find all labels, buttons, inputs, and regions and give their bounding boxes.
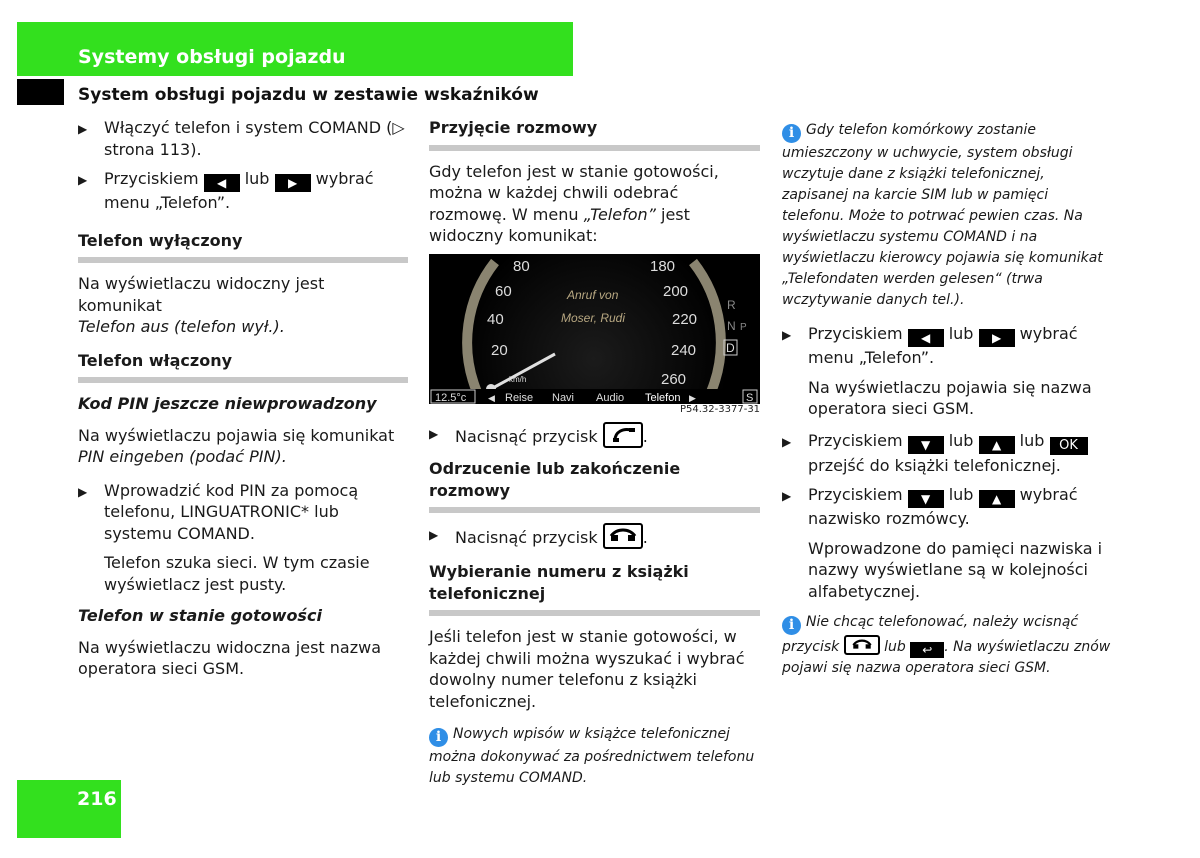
heading-underline xyxy=(78,377,408,383)
list-item xyxy=(429,422,760,448)
paragraph: Jeśli telefon jest w stanie gotowości, w każdej chwili można wyszukać i wybrać dowolny numer telefonu z książki telefonicznej. xyxy=(429,627,745,711)
page-subtitle: System obsługi pojazdu w zestawie wskaźników xyxy=(78,85,539,105)
call-label: Anruf von xyxy=(567,288,619,302)
dial-tick-label: 60 xyxy=(495,283,512,300)
list-item-text: lub xyxy=(948,324,974,343)
arrow-up-key-icon: ▲ xyxy=(979,436,1015,454)
bullet-icon: ▶ xyxy=(78,173,88,187)
list-item-text: przejść do książki telefonicznej. xyxy=(808,455,1061,475)
dial-tick-label: 180 xyxy=(650,258,676,275)
instrument-cluster-image xyxy=(429,254,760,404)
paragraph-text: jest widoczny komunikat: xyxy=(429,204,690,245)
page-number: 216 xyxy=(77,788,117,810)
heading-pin: Kod PIN jeszcze niewprowadzony xyxy=(78,394,377,413)
list-item-text: lub xyxy=(948,485,974,504)
dial-tick-label: 40 xyxy=(487,311,504,328)
arrow-left-key-icon: ◀ xyxy=(204,174,240,192)
list-item-note: Telefon szuka sieci. W tym czasie wyświetlacz jest pusty. xyxy=(104,553,370,594)
dial-tick-label: 260 xyxy=(661,371,687,388)
heading-underline xyxy=(429,507,760,513)
bullet-icon: ▶ xyxy=(429,528,439,542)
bullet-icon: ▶ xyxy=(782,328,792,342)
bullet-icon: ▶ xyxy=(782,434,792,449)
gear-letter: P xyxy=(740,322,747,333)
image-caption: P54.32-3377-31 xyxy=(680,404,761,415)
heading-ready: Telefon w stanie gotowości xyxy=(78,606,322,625)
paragraph xyxy=(78,273,408,338)
paragraph-text: Telefon aus (telefon wył.). xyxy=(78,317,285,336)
info-note xyxy=(782,612,1112,679)
paragraph: Na wyświetlaczu widoczna jest nazwa operatora sieci GSM. xyxy=(78,637,381,678)
list-item-text: Włączyć telefon i system COMAND (▷ strona 113). xyxy=(104,118,405,159)
dial-tick-label: 200 xyxy=(663,283,689,300)
gear-letter: D xyxy=(726,341,735,355)
arrow-down-key-icon: ▼ xyxy=(908,490,944,508)
phone-answer-key-icon xyxy=(603,422,643,448)
svg-text:▶: ▶ xyxy=(689,394,696,404)
list-item-text: Przyciskiem xyxy=(104,169,199,188)
paragraph-text: Gdy telefon jest w stanie gotowości, można w każdej chwili odebrać rozmowę. W menu xyxy=(429,161,719,224)
info-text: Nie chcąc telefonować, należy wcisnąć przycisk xyxy=(782,614,1079,655)
list-item-text: Przyciskiem xyxy=(808,324,903,343)
arrow-down-key-icon: ▼ xyxy=(908,436,944,454)
list-item-text: wybrać xyxy=(1019,324,1078,343)
temperature-readout: 12.5°c xyxy=(435,392,467,404)
menu-item: Reise xyxy=(505,392,534,404)
list-item-text: Przyciskiem xyxy=(808,430,903,450)
list-item xyxy=(429,523,760,549)
dial-tick-label: 80 xyxy=(513,258,530,275)
paragraph-text: PIN eingeben (podać PIN). xyxy=(78,447,287,466)
arrow-up-key-icon: ▲ xyxy=(979,490,1015,508)
bullet-icon: ▶ xyxy=(429,427,439,441)
gear-letter: N xyxy=(727,319,736,333)
list-item-note: Wprowadzone do pamięci nazwiska i nazwy wyświetlane są w kolejności alfabetycznej. xyxy=(808,538,1103,601)
ok-key-icon: OK xyxy=(1050,437,1088,455)
menu-item: Navi xyxy=(552,392,575,404)
list-item-content: Nacisnąć przycisk . xyxy=(455,523,648,549)
list-item-text: Nacisnąć przycisk xyxy=(455,427,598,446)
paragraph-text: Na wyświetlaczu pojawia się komunikat xyxy=(78,425,395,445)
bullet-icon: ▶ xyxy=(782,489,792,503)
instrument-cluster-graphic xyxy=(429,254,760,404)
list-item xyxy=(78,480,408,545)
heading-accept-call: Przyjęcie rozmowy xyxy=(429,118,598,137)
list-item-text: Nacisnąć przycisk xyxy=(455,528,598,547)
info-text: Nowych wpisów w książce telefonicznej można dokonywać za pośrednictwem telefonu lub systemu COMAND. xyxy=(429,726,755,786)
paragraph xyxy=(429,161,760,247)
phone-hangup-key-icon xyxy=(603,523,643,549)
list-item-content xyxy=(808,323,1078,369)
dial-tick-label: 240 xyxy=(671,342,697,359)
list-item-content: Nacisnąć przycisk . xyxy=(455,422,648,448)
dial-tick-label: 220 xyxy=(672,311,698,328)
info-text: lub xyxy=(884,639,906,655)
list-item xyxy=(782,484,1112,530)
list-item-note: Na wyświetlaczu pojawia się nazwa operatora sieci GSM. xyxy=(808,377,1092,418)
bullet-icon: ▶ xyxy=(78,122,88,136)
heading-underline xyxy=(78,257,408,263)
info-note xyxy=(429,724,760,789)
info-text: Gdy telefon komórkowy zostanie umieszczony w uchwycie, system obsługi wczytuje dane z książki telefonicznej, zapisanej na karcie SIM lub w pamięci telefonu. Może to potrwać pewien czas. Na wyświetlaczu systemu COMAND i na wyświetlaczu kierowcy pojawia się komunikat „Telefondaten werden gelesen“ (trwa wczytywanie danych tel.). xyxy=(782,122,1103,308)
caller-name: Moser, Rudi xyxy=(561,311,626,325)
list-item-text: wybrać nazwisko rozmówcy. xyxy=(808,485,1078,528)
dial-tick-label: 20 xyxy=(491,342,508,359)
list-item xyxy=(782,323,1112,369)
info-icon: i xyxy=(429,728,448,747)
list-item-text: Wprowadzić kod PIN za pomocą telefonu, LINGUATRONIC* lub systemu COMAND. xyxy=(104,480,359,543)
bullet-icon: ▶ xyxy=(78,484,88,499)
heading-underline xyxy=(429,610,760,616)
list-item-content xyxy=(104,168,374,214)
list-item xyxy=(78,168,408,214)
column-middle xyxy=(429,117,760,259)
list-item-text: wybrać xyxy=(315,169,374,188)
list-item-content xyxy=(808,430,1088,477)
info-note xyxy=(782,120,1112,311)
list-item-content xyxy=(808,484,1112,530)
info-icon: i xyxy=(782,616,801,635)
back-key-icon: ↩ xyxy=(910,642,944,658)
list-item-text: lub xyxy=(244,169,270,188)
svg-text:◀: ◀ xyxy=(488,394,495,404)
list-item-text: lub xyxy=(1019,430,1045,450)
list-item-text: menu „Telefon”. xyxy=(808,348,935,367)
phone-hangup-key-icon xyxy=(844,635,880,655)
heading-phone-off: Telefon wyłączony xyxy=(78,230,243,250)
section-marker xyxy=(17,79,64,105)
list-item xyxy=(78,117,408,160)
column-middle-lower xyxy=(429,422,760,789)
gear-letter: R xyxy=(727,298,736,312)
s-indicator: S xyxy=(746,392,754,404)
paragraph-text: „Telefon” xyxy=(583,204,656,224)
info-text: . Na wyświetlaczu znów pojawi się nazwa operatora sieci GSM. xyxy=(782,639,1111,676)
menu-item: Telefon xyxy=(645,392,681,404)
section-title: Systemy obsługi pojazdu xyxy=(78,46,346,68)
menu-item: Audio xyxy=(596,392,625,404)
column-right xyxy=(782,120,1112,679)
paragraph xyxy=(78,425,408,468)
heading-dial-from-phonebook: Wybieranie numeru z książki telefonicznej xyxy=(429,562,689,603)
heading-underline xyxy=(429,145,760,151)
arrow-right-key-icon: ▶ xyxy=(979,329,1015,347)
list-item-text: lub xyxy=(948,430,974,450)
heading-phone-on: Telefon włączony xyxy=(78,350,233,370)
list-item-text: menu „Telefon”. xyxy=(104,193,231,212)
paragraph-text: Na wyświetlaczu widoczny jest komunikat xyxy=(78,274,325,315)
heading-reject-call: Odrzucenie lub zakończenie rozmowy xyxy=(429,459,681,500)
arrow-right-key-icon: ▶ xyxy=(275,174,311,192)
column-left xyxy=(78,117,408,692)
info-icon: i xyxy=(782,124,801,143)
list-item-text: Przyciskiem xyxy=(808,485,903,504)
speed-unit: km/h xyxy=(509,375,527,384)
list-item xyxy=(782,430,1112,477)
arrow-left-key-icon: ◀ xyxy=(908,329,944,347)
